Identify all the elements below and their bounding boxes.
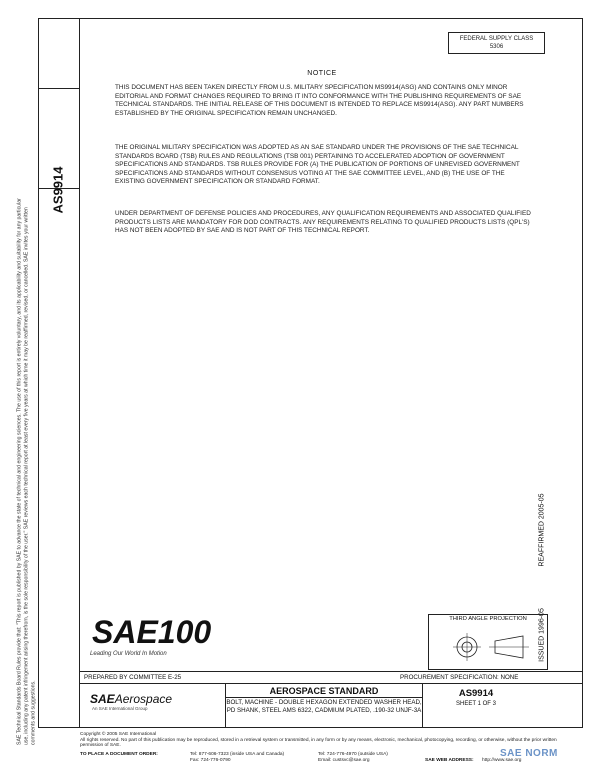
sae-tagline: Leading Our World In Motion [90, 651, 167, 657]
web-label: SAE WEB ADDRESS: [425, 758, 474, 763]
tel-inside-usa: Tel: 877-606-7323 (inside USA and Canada) [190, 752, 285, 757]
standard-title: AEROSPACE STANDARD [269, 686, 379, 696]
sae-aerospace-logo: SAEAerospace [90, 692, 173, 706]
notice-paragraph-2: THE ORIGINAL MILITARY SPECIFICATION WAS ADOPTED AS AN SAE STANDARD UNDER THE PROVISIONS OF THE SAE TECHNICAL STANDARDS BOARD (TSB) RULES AND REGULATIONS (TSB 001) PERTAINING TO ACCELERATED ADOPTION OF GOVERNMENT SPECIFICATIONS AND STANDARDS. TSB RULES PROVIDE FOR (A) THE PUBLICATION OF PORTIONS OF UNREVISED GOVERNMENT SPECIFICATIONS AND STANDARDS WITHOUT CONSENSUS VOTING AT THE SAE COMMITTEE LEVEL, AND (B) THE USE OF THE EXISTING GOVERNMENT SPECIFICATION OR STANDARD FORMAT. [115, 144, 520, 186]
federal-supply-class-box: FEDERAL SUPPLY CLASS 5306 [448, 32, 545, 54]
prepared-by: PREPARED BY COMMITTEE E-25 [84, 674, 182, 681]
notice-title: NOTICE [307, 70, 337, 77]
rights-statement: All rights reserved. No part of this publication may be reproduced, stored in a retrieval system or transmitted, in any form or by any means, electronic, mechanical, photocopying, recording, or otherwise, without the prior written permission of SAE. [80, 738, 557, 748]
web-address-link[interactable]: http://www.sae.org [482, 758, 522, 763]
procurement-spec: PROCUREMENT SPECIFICATION: NONE [400, 674, 519, 681]
sae-disclaimer: SAE Technical Standards Board Rules provide that: "This report is published by SAE to advance the state of technical and engineering sciences. The use of this report is entirely voluntary, and its applicability and suitability for any particular use, including any patent infringement arising therefrom, is the sole responsibility of the user." SAE reviews each technical report at least every five years at which time it may be reaffirmed, revised, or cancelled. SAE invites your written comments and suggestions. [16, 198, 37, 745]
order-label: TO PLACE A DOCUMENT ORDER: [80, 752, 158, 757]
standard-description: BOLT, MACHINE - DOUBLE HEXAGON EXTENDED WASHER HEAD, PD SHANK, STEEL AMS 6322, CADMIUM PLATED, .190-32 UNJF-3A [226, 699, 422, 715]
reaffirmed-date: REAFFIRMED 2005-05 [538, 493, 546, 567]
notice-paragraph-3: UNDER DEPARTMENT OF DEFENSE POLICIES AND PROCEDURES, ANY QUALIFICATION REQUIREMENTS AND ASSOCIATED QUALIFIED PRODUCTS LISTS ARE MANDATORY FOR DOD CONTRACTS. ANY REQUIREMENTS RELATING TO QUALIFIED PRODUCTS LISTS (QPL'S) HAS NOT BEEN ADOPTED BY SAE AND IS NOT PART OF THIS TECHNICAL REPORT. [115, 210, 531, 235]
sae-logo-text: SAE100 [92, 614, 212, 650]
email-address[interactable]: Email: custsvc@sae.org [318, 758, 370, 763]
standard-number: AS9914 [458, 688, 494, 699]
title-block-rule-1 [79, 671, 583, 672]
title-block-rule-3 [226, 697, 422, 698]
issued-date: ISSUED 1996-05 [538, 608, 546, 662]
third-angle-label: THIRD ANGLE PROJECTION [449, 616, 527, 622]
copyright: Copyright © 2005 SAE International [80, 732, 157, 737]
sidebar-divider [79, 18, 80, 728]
title-block-divider-2 [422, 683, 423, 728]
sae-aerospace-subtitle: An SAE International Group [92, 706, 148, 711]
sheet-number: SHEET 1 OF 3 [456, 701, 496, 707]
fax-number: Fax: 724-776-0790 [190, 758, 231, 763]
sae-norm-watermark: SAE NORM [500, 748, 558, 759]
tel-outside-usa: Tel: 724-776-4970 (outside USA) [318, 752, 388, 757]
notice-paragraph-1: THIS DOCUMENT HAS BEEN TAKEN DIRECTLY FROM U.S. MILITARY SPECIFICATION MS9914(ASG) AND CONTAINS ONLY MINOR EDITORIAL AND FORMAT CHANGES REQUIRED TO BRING IT INTO CONFORMANCE WITH THE PUBLISHING REQUIREMENTS OF SAE TECHNICAL STANDARDS. THE INITIAL RELEASE OF THIS DOCUMENT IS INTENDED TO REPLACE MS9914(ASG). ANY PART NUMBERS ESTABLISHED BY THE ORIGINAL SPECIFICATION REMAIN UNCHANGED. [115, 84, 524, 117]
sidebar-doc-number: AS9914 [50, 166, 66, 214]
third-angle-symbol-icon [445, 628, 535, 666]
sidebar-rule-top [38, 88, 79, 89]
title-block-rule-2 [79, 683, 583, 684]
